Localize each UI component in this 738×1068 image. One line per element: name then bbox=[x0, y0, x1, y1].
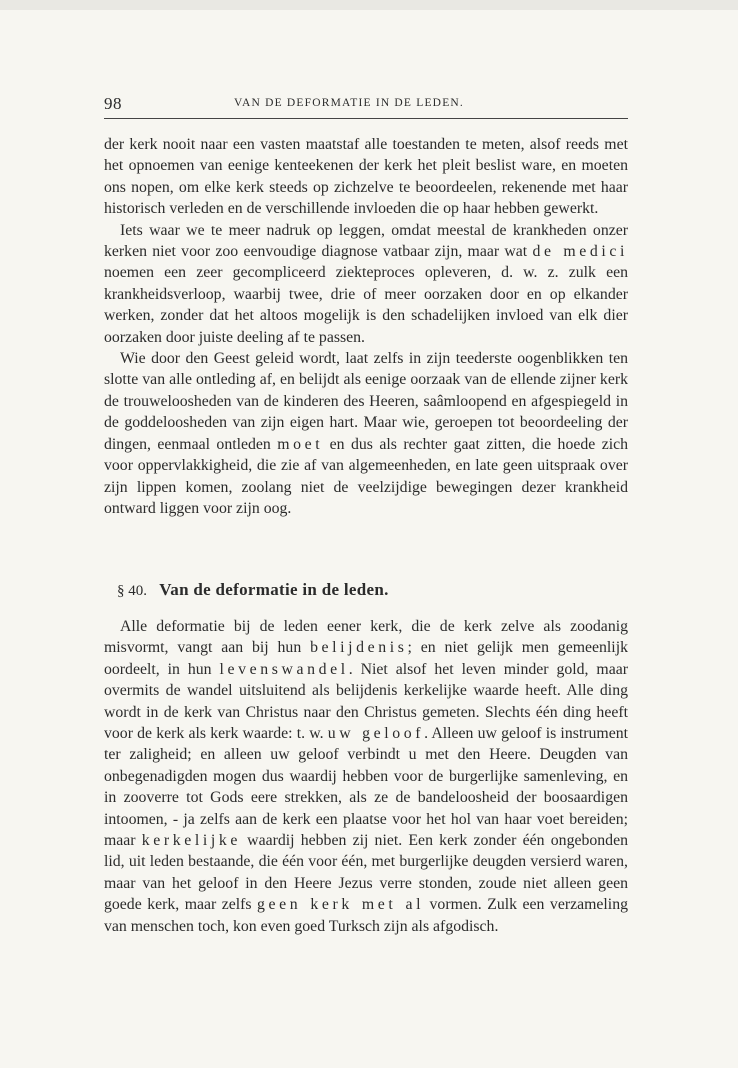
emphasis-levenswandel: levenswandel bbox=[219, 660, 349, 678]
header-rule bbox=[104, 118, 628, 119]
paragraph-3-text-a: Wie door den Geest geleid wordt, laat zelfs in zijn teederste oogenblikken ten slotte van alle ontleding af, en belijdt als eenige oorzaak van de ellende zijner kerk de trouweloosheden van de kinderen des Heeren, saâmloopend en afgespiegeld in de goddeloosheden van zijn eigen hart. Maar wie, geroepen tot beoordeeling der dingen, eenmaal ontleden bbox=[104, 350, 628, 453]
page-number: 98 bbox=[104, 94, 122, 113]
paragraph-4-text-f: vormen. Zulk een verzameling van menschen toch, kon even goed Turksch zijn als afgodisch. bbox=[104, 896, 628, 935]
emphasis-medici: de medici bbox=[532, 243, 629, 261]
text-block-bottom bbox=[104, 616, 628, 937]
text-block-top bbox=[104, 134, 628, 519]
paragraph-2-text-a: Iets waar we te meer nadruk op leggen, omdat meestal de krankheden onzer kerken niet voor zoo eenvoudige diagnose vatbaar zijn, maar wat bbox=[104, 221, 628, 261]
paragraph-1 bbox=[104, 134, 628, 220]
emphasis-uw-geloof: uw geloof bbox=[327, 725, 425, 743]
emphasis-belijdenis: belijdenis bbox=[310, 639, 408, 657]
emphasis-geen-kerk-met-al: geen kerk met al bbox=[257, 896, 425, 914]
paragraph-2 bbox=[104, 220, 628, 348]
scan-top-edge bbox=[0, 0, 738, 10]
emphasis-moet: moet bbox=[277, 435, 324, 453]
paragraph-3-text-b: en dus als rechter gaat zitten, die hoede zich voor oppervlakkigheid, die zie af van algemeenheden, en late geen uitspraak over zijn lippen komen, zoolang niet de veelzijdige bewegingen dezer krankheid ontward liggen voor zijn oog. bbox=[104, 435, 629, 517]
paragraph-3 bbox=[104, 348, 628, 519]
paragraph-2-text-b: noemen een zeer gecompliceerd ziekteproces opleveren, d. w. z. zulk een krankheidsverloop, waarbij twee, drie of meer oorzaken door en op elkander werken, zonder dat het altoos mogelijk is den schadelijken invloed van elk dier oorzaken door juiste deeling af te passen. bbox=[104, 264, 628, 346]
section-heading bbox=[117, 580, 617, 600]
page-header bbox=[104, 92, 628, 116]
paragraph-4-text-e: waardij hebben zij niet. Een kerk zonder één ongebonden lid, uit leden bestaande, die één voor één, met burgerlijke deugden versierd waren, maar van het geloof in den Heere Jezus verre stonden, zoude niet alleen geen goede kerk, maar zelfs bbox=[104, 832, 628, 914]
paragraph-4-text-c: . Niet alsof het leven minder gold, maar overmits de wandel uitsluitend als belijdenis kerkelijke waarde heeft. Alle ding wordt in de kerk van Christus naar den Christus gemeten. Slechts één ding heeft voor de kerk als kerk waarde: t. w. bbox=[104, 660, 628, 743]
paragraph-4 bbox=[104, 616, 628, 937]
section-title: Van de deformatie in de leden. bbox=[159, 580, 389, 599]
running-title: VAN DE DEFORMATIE IN DE LEDEN. bbox=[234, 97, 464, 109]
paragraph-4-text-a: Alle deformatie bij de leden eener kerk, die de kerk zelve als zoodanig misvormt, vangt aan bij hun bbox=[104, 618, 628, 657]
emphasis-kerkelijke: kerkelijke bbox=[141, 832, 241, 850]
paragraph-4-text-d: . Alleen uw geloof is instrument ter zaligheid; en alleen uw geloof verbindt u met den Heere. Deugden van onbegenadigden mogen dus waardij hebben voor de burgerlijke samenleving, en in zooverre tot Gods eere strekken, als ze de bandeloosheid der boosaardigen intoomen, - ja zelfs aan de kerk een plaatse voor het hol van haar voet bereiden; maar bbox=[104, 725, 628, 850]
paragraph-1-text: der kerk nooit naar een vasten maatstaf alle toestanden te meten, alsof reeds met het opnoemen van eenige kenteekenen der kerk het pleit beslist ware, en moeten ons nopen, om elke kerk steeds op zichzelve te beoordeelen, rekenende met haar historisch verleden en de verschillende invloeden die op haar hebben gewerkt. bbox=[104, 136, 628, 218]
paragraph-4-text-b: ; en niet gelijk men gemeenlijk oordeelt, in hun bbox=[104, 639, 628, 678]
section-number: § 40. bbox=[117, 583, 147, 599]
